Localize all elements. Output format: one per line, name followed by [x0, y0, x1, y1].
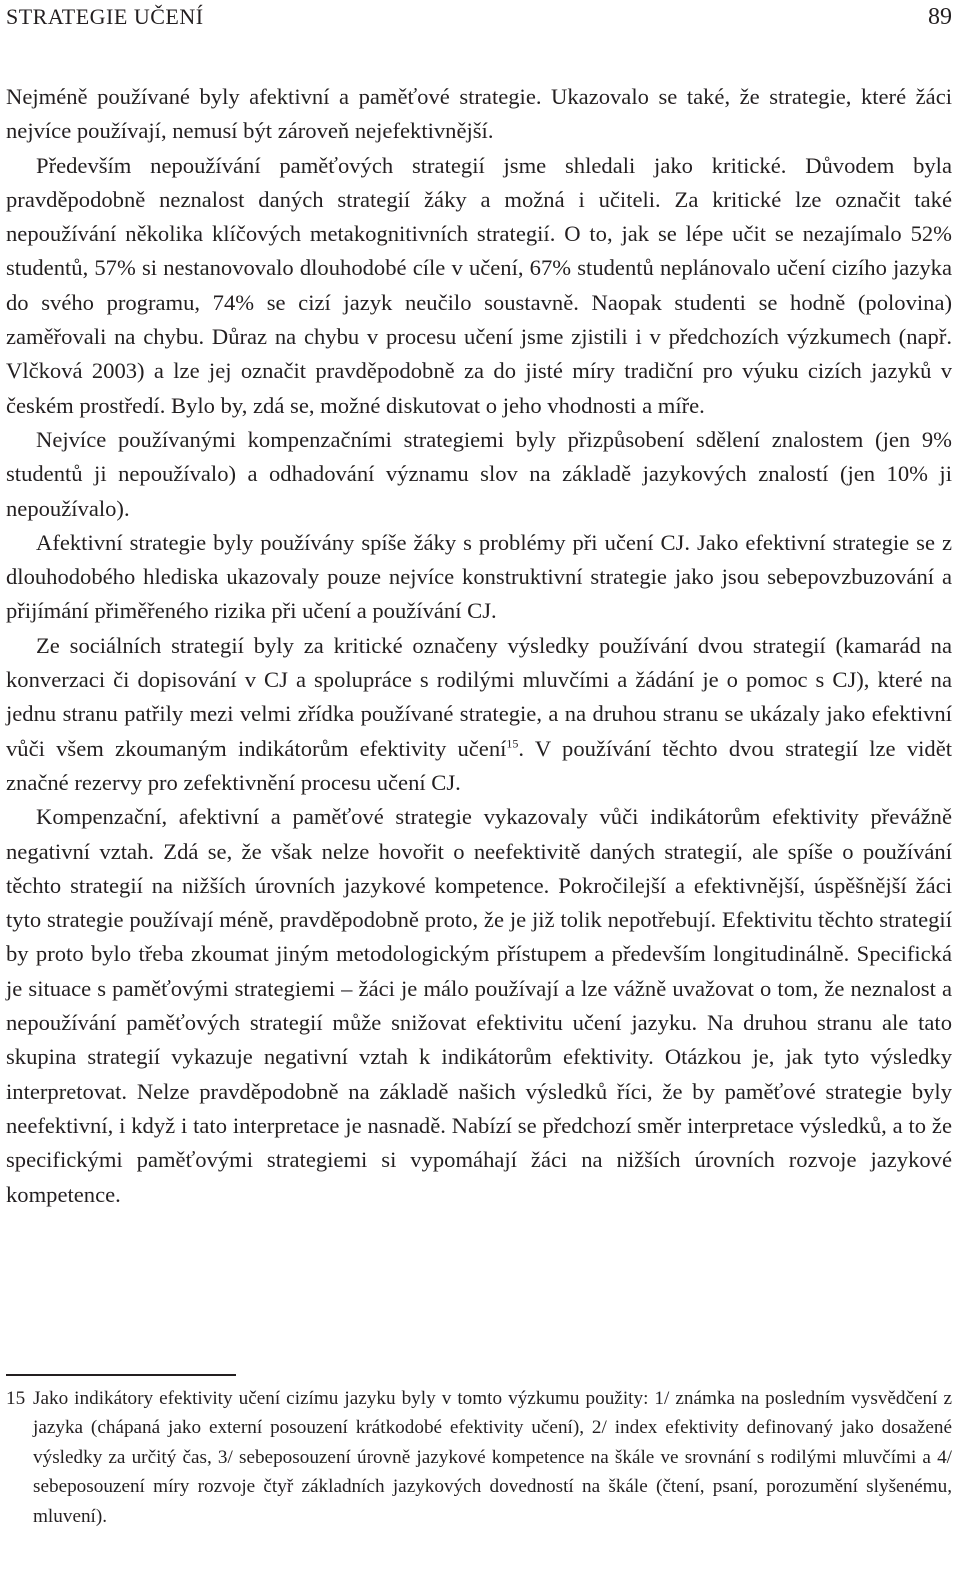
paragraph-strategy-effectiveness: Kompenzační, afektivní a paměťové strategie vykazovaly vůči indikátorům efektivity převážně negativní vztah. Zdá se, že však nelze hovořit o neefektivitě daných strategií, ale spíše o používání těchto strategií na nižších úrovních jazykové kompetence. Pokročilejší a efektivnější, úspěšnější žáci tyto strategie používají méně, pravděpodobně proto, že je již tolik nepotřebují. Efektivitu těchto strategií by proto bylo třeba zkoumat jiným metodologickým přístupem a především longitudinálně. Specifická je situace s paměťovými strategiemi – žáci je málo používají a lze vážně uvažovat o tom, že neznalost a nepoužívání paměťových strategií může snižovat efektivitu učení jazyku. Na druhou stranu ale tato skupina strategií vykazuje negativní vztah k indikátorům efektivity. Otázkou je, jak tyto výsledky interpretovat. Nelze pravděpodobně na základě našich výsledků říci, že by paměťové strategie byly neefektivní, i když i tato interpretace je nasnadě. Nabízí se předchozí směr interpretace výsledků, a to že specifickými paměťovými strategiemi si vypomáhají žáci na nižších úrovních rozvoje jazykové kompetence. [6, 804, 952, 1207]
paragraph-social-strategies [6, 629, 952, 800]
footnote-separator [6, 1374, 236, 1376]
footnote-text: Jako indikátory efektivity učení cizímu jazyku byly v tomto výzkumu použity: 1/ známka na posledním vysvědčení z jazyka (chápaná jako externí posouzení krátkodobé efektivity učení), 2/ index efektivity definovaný jako dosažené výsledky za určitý čas, 3/ sebeposouzení úrovně jazykové kompetence na škále ve srovnání s rodilými mluvčími a 4/ sebeposouzení míry rozvoje čtyř základních jazykových dovedností na škále (čtení, psaní, porozumění slyšenému, mluvení). [33, 1388, 952, 1527]
paragraph-compensatory-strategies: Nejvíce používanými kompenzačními strategiemi byly přizpůsobení sdělení znalostem (jen 9% studentů ji nepoužívalo) a odhadování významu slov na základě jazykových znalostí (jen 10% ji nepoužívalo). [6, 426, 952, 521]
footnote-number: 15 [6, 1388, 26, 1409]
running-header [6, 4, 952, 38]
paragraph-affective-strategies: Afektivní strategie byly používány spíše žáky s problémy při učení CJ. Jako efektivní strategie se z dlouhodobého hlediska ukazovaly pouze nejvíce konstruktivní strategie jako jsou sebepovzbuzování a přijímání přiměřeného rizika při učení a používání CJ. [6, 529, 952, 624]
page-number: 89 [928, 4, 952, 30]
main-text [6, 80, 952, 1212]
social-strategies-text-before-note: Ze sociálních strategií byly za kritické označeny výsledky používání dvou strategií (kamarád na konverzaci či dopisování v CJ a spolupráce s rodilými mluvčími a žádání je o pomoc s CJ), které na jednu stranu patřily mezi velmi zřídka používané strategie, a na druhou stranu se ukázaly jako efektivní vůči všem zkoumaným indikátorům efektivity učení [6, 632, 952, 761]
footnote [6, 1384, 952, 1531]
paragraph-metacognitive-strategies: Především nepoužívání paměťových strategií jsme shledali jako kritické. Důvodem byla pravděpodobně neznalost daných strategií žáky a možná i učiteli. Za kritické lze označit také nepoužívání několika klíčových metakognitivních strategií. O to, jak se lépe učit se nezajímalo 52% studentů, 57% si nestanovovalo dlouhodobé cíle v učení, 67% studentů neplánovalo učení cizího jazyka do svého programu, 74% se cizí jazyk neučilo soustavně. Naopak studenti se hodně (polovina) zaměřovali na chybu. Důraz na chybu v procesu učení jsme zjistili i v předchozích výzkumech (např. Vlčková 2003) a lze jej označit pravděpodobně za do jisté míry tradiční pro výuku cizích jazyků v českém prostředí. Bylo by, zdá se, možné diskutovat o jeho vhodnosti a míře. [6, 152, 952, 418]
paragraph-memory-affective-strategies: Nejméně používané byly afektivní a paměťové strategie. Ukazovalo se také, že strategie, které žáci nejvíce používají, nemusí být zároveň nejefektivnější. [6, 84, 952, 144]
chapter-running-title: STRATEGIE UČENÍ [6, 4, 204, 29]
social-strategies-text-after-note: . V používání těchto dvou strategií lze vidět značné rezervy pro zefektivnění procesu učení CJ. [6, 735, 952, 795]
footnote-reference[interactable]: 15 [506, 736, 519, 751]
